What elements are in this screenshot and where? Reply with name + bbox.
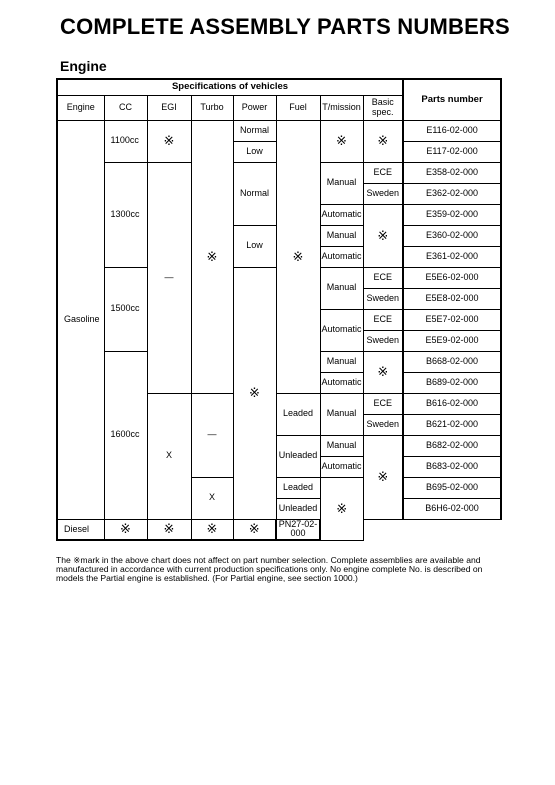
- parts-number-header: Parts number: [403, 79, 501, 120]
- col-header-tmission: T/mission: [320, 95, 363, 120]
- fuel-unleaded: Unleaded: [276, 498, 320, 519]
- part-number-cell: E5E7-02-000: [403, 309, 501, 330]
- power-mark: ※: [233, 267, 276, 519]
- part-number-cell: B689-02-000: [403, 372, 501, 393]
- tmission-automatic: Automatic: [320, 246, 363, 267]
- basic-spec-sweden: Sweden: [363, 183, 403, 204]
- basic-spec-ece: ECE: [363, 309, 403, 330]
- egi-dash: —: [147, 162, 191, 393]
- part-number-cell: B616-02-000: [403, 393, 501, 414]
- basic-spec-ece: ECE: [363, 393, 403, 414]
- tmission-automatic: Automatic: [320, 456, 363, 477]
- fuel-unleaded: Unleaded: [276, 435, 320, 477]
- col-header-egi: EGI: [147, 95, 191, 120]
- col-header-engine: Engine: [57, 95, 104, 120]
- tmission-manual: Manual: [320, 267, 363, 309]
- cc-1300: 1300cc: [104, 162, 147, 267]
- part-number-cell: E362-02-000: [403, 183, 501, 204]
- part-number-cell: PN27-02-000: [276, 519, 320, 540]
- power-normal: Normal: [233, 120, 276, 141]
- tmission-automatic: Automatic: [320, 309, 363, 351]
- egi-mark: ※: [147, 120, 191, 162]
- engine-diesel: Diesel: [57, 519, 104, 540]
- tmission-automatic: Automatic: [320, 204, 363, 225]
- part-number-cell: B683-02-000: [403, 456, 501, 477]
- basic-spec-mark: ※: [363, 351, 403, 393]
- tmission-manual: Manual: [320, 351, 363, 372]
- basic-spec-ece: ECE: [363, 267, 403, 288]
- egi-x: X: [147, 393, 191, 519]
- engine-gasoline: Gasoline: [57, 120, 104, 519]
- mark-symbol: ※: [73, 555, 81, 565]
- part-number-cell: E359-02-000: [403, 204, 501, 225]
- col-header-basic-spec: Basic spec.: [363, 95, 403, 120]
- part-number-cell: E116-02-000: [403, 120, 501, 141]
- turbo-dash: —: [191, 393, 233, 477]
- tmission-manual: Manual: [320, 435, 363, 456]
- basic-spec-mark: ※: [363, 435, 403, 519]
- basic-spec-mark: ※: [363, 120, 403, 162]
- col-header-turbo: Turbo: [191, 95, 233, 120]
- basic-spec-ece: ECE: [363, 162, 403, 183]
- tmission-manual: Manual: [320, 162, 363, 204]
- footnote-prefix: The: [56, 555, 74, 565]
- page-title: COMPLETE ASSEMBLY PARTS NUMBERS: [60, 14, 510, 39]
- turbo-mark: ※: [191, 120, 233, 393]
- fuel-leaded: Leaded: [276, 393, 320, 435]
- part-number-cell: B682-02-000: [403, 435, 501, 456]
- parts-table: [56, 78, 502, 541]
- power-low: Low: [233, 141, 276, 162]
- part-number-cell: B6H6-02-000: [403, 498, 501, 519]
- fuel-mark: ※: [276, 120, 320, 393]
- part-number-cell: E5E8-02-000: [403, 288, 501, 309]
- cc-1100: 1100cc: [104, 120, 147, 162]
- col-header-fuel: Fuel: [276, 95, 320, 120]
- part-number-cell: E117-02-000: [403, 141, 501, 162]
- footnote-text: mark in the above chart does not affect on part number selection. Complete assemblies are available and manufactured in accordance with current production specifications only. No engine complete No. is described on models the Partial engine is established. (For Partial engine, see section 1000.): [56, 555, 483, 584]
- section-title: Engine: [60, 58, 107, 74]
- tmission-manual: Manual: [320, 393, 363, 435]
- basic-spec-sweden: Sweden: [363, 414, 403, 435]
- part-number-cell: B695-02-000: [403, 477, 501, 498]
- cc-1500: 1500cc: [104, 267, 147, 351]
- turbo-mark: ※: [191, 519, 233, 540]
- cc-mark: ※: [104, 519, 147, 540]
- power-normal: Normal: [233, 162, 276, 225]
- part-number-cell: E358-02-000: [403, 162, 501, 183]
- tmission-automatic: Automatic: [320, 372, 363, 393]
- col-header-power: Power: [233, 95, 276, 120]
- fuel-mark: ※: [233, 519, 276, 540]
- footnote: [56, 556, 506, 584]
- turbo-x: X: [191, 477, 233, 519]
- part-number-cell: E361-02-000: [403, 246, 501, 267]
- part-number-cell: B668-02-000: [403, 351, 501, 372]
- fuel-leaded: Leaded: [276, 477, 320, 498]
- tmission-manual: Manual: [320, 225, 363, 246]
- basic-spec-mark: ※: [363, 204, 403, 267]
- power-low: Low: [233, 225, 276, 267]
- col-header-cc: CC: [104, 95, 147, 120]
- part-number-cell: B621-02-000: [403, 414, 501, 435]
- tmission-mark: ※: [320, 477, 363, 540]
- tmission-mark: ※: [320, 120, 363, 162]
- part-number-cell: E360-02-000: [403, 225, 501, 246]
- basic-spec-sweden: Sweden: [363, 288, 403, 309]
- basic-spec-sweden: Sweden: [363, 330, 403, 351]
- egi-mark: ※: [147, 519, 191, 540]
- spec-group-header: Specifications of vehicles: [57, 79, 403, 95]
- cc-1600: 1600cc: [104, 351, 147, 519]
- part-number-cell: E5E9-02-000: [403, 330, 501, 351]
- part-number-cell: E5E6-02-000: [403, 267, 501, 288]
